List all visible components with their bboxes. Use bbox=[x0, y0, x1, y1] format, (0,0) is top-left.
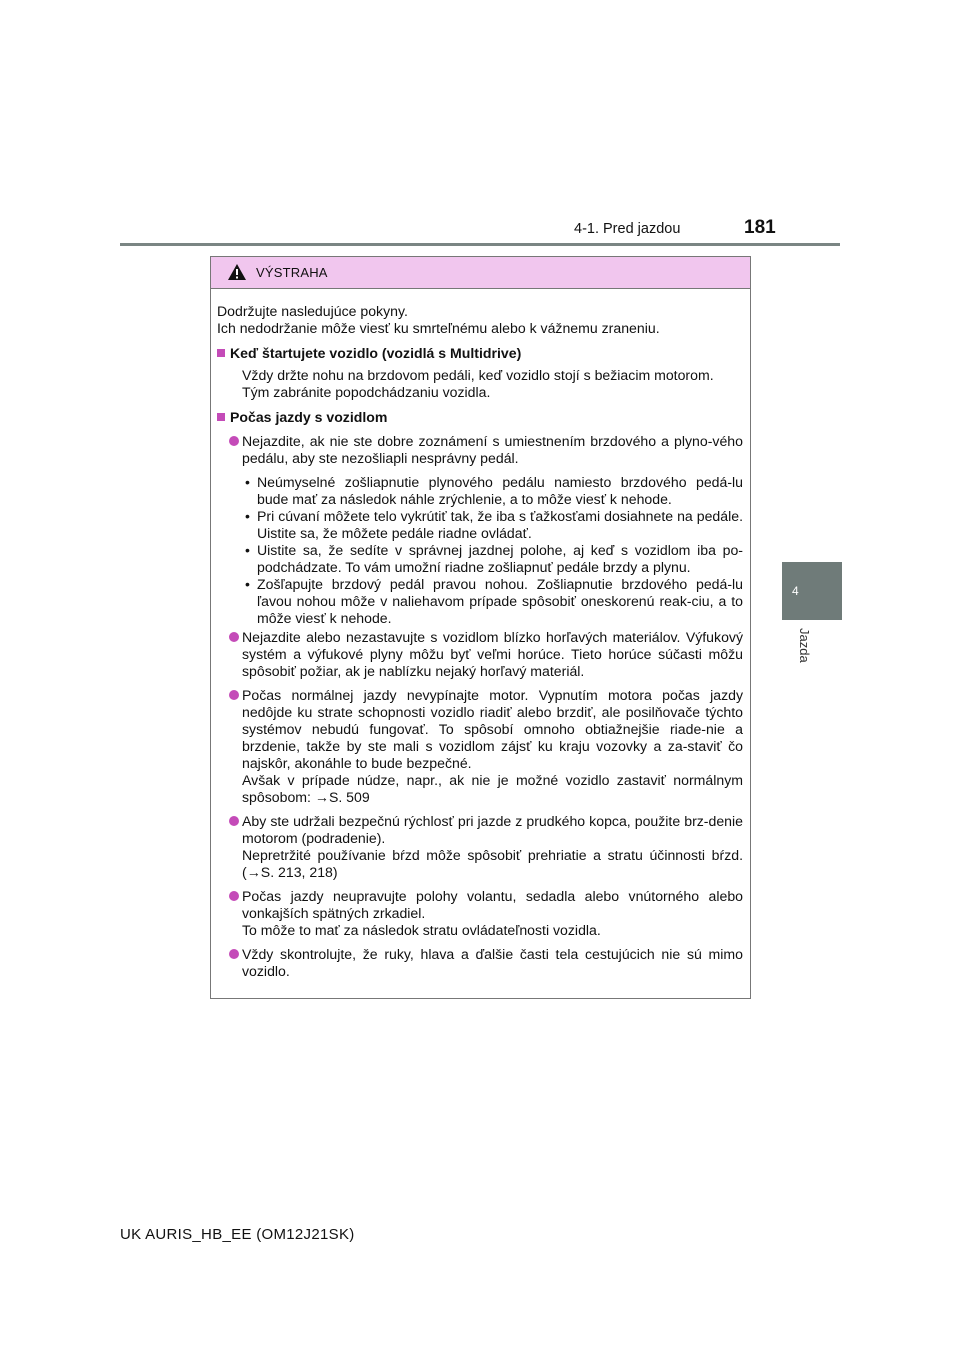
list-item: Nejazdite, ak nie ste dobre zoznámení s umiestnením brzdového a plyno-vého pedálu, aby ste nezošliapli nesprávny pedál. bbox=[217, 433, 743, 467]
document-code: UK AURIS_HB_EE (OM12J21SK) bbox=[120, 1226, 355, 1243]
warning-triangle-icon bbox=[227, 263, 247, 281]
list-item: Nejazdite alebo nezastavujte s vozidlom blízko horľavých materiálov. Výfukový systém a výfukové plyny môžu byť veľmi horúce. Tieto horúce súčasti môžu spôsobiť požiar, ak je nablízku nejaký horľavý materiál. bbox=[217, 629, 743, 680]
sub-list-item: • Neúmyselné zošliapnutie plynového pedálu namiesto brzdového pedá-lu bude mať za následok náhle zrýchlenie, a to môže viesť k nehode. bbox=[245, 474, 743, 507]
list-item: Počas normálnej jazdy nevypínajte motor. Vypnutím motora počas jazdy nedôjde ku strate schopnosti vozidlo riadiť alebo brzdiť, ale posilňovače týchto systémov nebudú fungovať. To spôsobí omnoho obtiažnejšie riade-nie a brzdenie, takže by ste mali s vozidlom zájsť ku kraju vozovky a za-staviť čo najskôr, akonáhle to bude bezpečné. Avšak v prípade núdze, napr., ak nie je možné vozidlo zastaviť normálnym spôsobom: →S. 509 bbox=[217, 687, 743, 806]
list-item: Vždy skontrolujte, že ruky, hlava a ďalšie časti tela cestujúcich nie sú mimo vozidlo. bbox=[217, 946, 743, 980]
chapter-tab bbox=[782, 562, 842, 620]
section-body-start: Vždy držte nohu na brzdovom pedáli, keď vozidlo stojí s bežiacim motorom. Tým zabránite popodchádzaniu vozidla. bbox=[242, 367, 714, 400]
sub-list-item: • Pri cúvaní môžete telo vykrútiť tak, že iba s ťažkosťami dosiahnete na pedále. Uistite sa, že môžete pedále riadne ovládať. bbox=[245, 508, 743, 541]
list-item-note: To môže to mať za následok stratu ovládateľnosti vozidla. bbox=[242, 922, 601, 938]
list-item-note: Avšak v prípade núdze, napr., ak nie je možné vozidlo zastaviť normálnym spôsobom: →S. 509 bbox=[242, 772, 743, 805]
sub-list-item: • Zošľapujte brzdový pedál pravou nohou. Zošliapnutie brzdového pedá-lu ľavou nohou môže v naliehavom prípade spôsobiť oneskorenú reak-ciu, a to môže viesť k nehode. bbox=[245, 576, 743, 626]
warning-box bbox=[210, 256, 751, 999]
section-heading-start: Keď štartujete vozidlo (vozidlá s Multidrive) bbox=[217, 345, 743, 362]
sub-list-item: • Uistite sa, že sedíte v správnej jazdnej polohe, aj keď s vozidlom iba po-podchádzate. To vám umožní riadne zošliapnuť pedále brzdy a plynu. bbox=[245, 542, 743, 575]
round-bullet-icon bbox=[229, 632, 239, 642]
warning-title: VÝSTRAHA bbox=[256, 265, 328, 280]
list-item-note: Nepretržité používanie bŕzd môže spôsobiť prehriatie a stratu účinnosti bŕzd. (→S. 213, 218) bbox=[242, 847, 743, 880]
warning-header bbox=[211, 257, 750, 289]
list-item: Aby ste udržali bezpečnú rýchlosť pri jazde z prudkého kopca, použite brz-denie motorom (podradenie). Nepretržité používanie bŕzd môže spôsobiť prehriatie a stratu účinnosti bŕzd. (→S. 213, 218) bbox=[217, 813, 743, 881]
square-bullet-icon bbox=[217, 349, 225, 357]
header-divider bbox=[120, 243, 840, 246]
intro-line-1: Dodržujte nasledujúce pokyny. bbox=[217, 303, 408, 319]
section-title: 4-1. Pred jazdou bbox=[574, 221, 681, 237]
round-bullet-icon bbox=[229, 891, 239, 901]
chapter-label: Jazda bbox=[797, 628, 812, 663]
list-item: Počas jazdy neupravujte polohy volantu, sedadla alebo vnútorného alebo vonkajších spätných zrkadiel. To môže to mať za následok stratu ovládateľnosti vozidla. bbox=[217, 888, 743, 939]
section-heading-driving: Počas jazdy s vozidlom bbox=[217, 409, 743, 426]
round-bullet-icon bbox=[229, 816, 239, 826]
square-bullet-icon bbox=[217, 413, 225, 421]
page-number: 181 bbox=[744, 217, 776, 238]
sub-list bbox=[217, 474, 743, 627]
round-bullet-icon bbox=[229, 436, 239, 446]
chapter-number: 4 bbox=[792, 584, 799, 598]
round-bullet-icon bbox=[229, 690, 239, 700]
round-bullet-icon bbox=[229, 949, 239, 959]
warning-content bbox=[217, 303, 743, 980]
intro-line-2: Ich nedodržanie môže viesť ku smrteľnému alebo k vážnemu zraneniu. bbox=[217, 320, 660, 336]
